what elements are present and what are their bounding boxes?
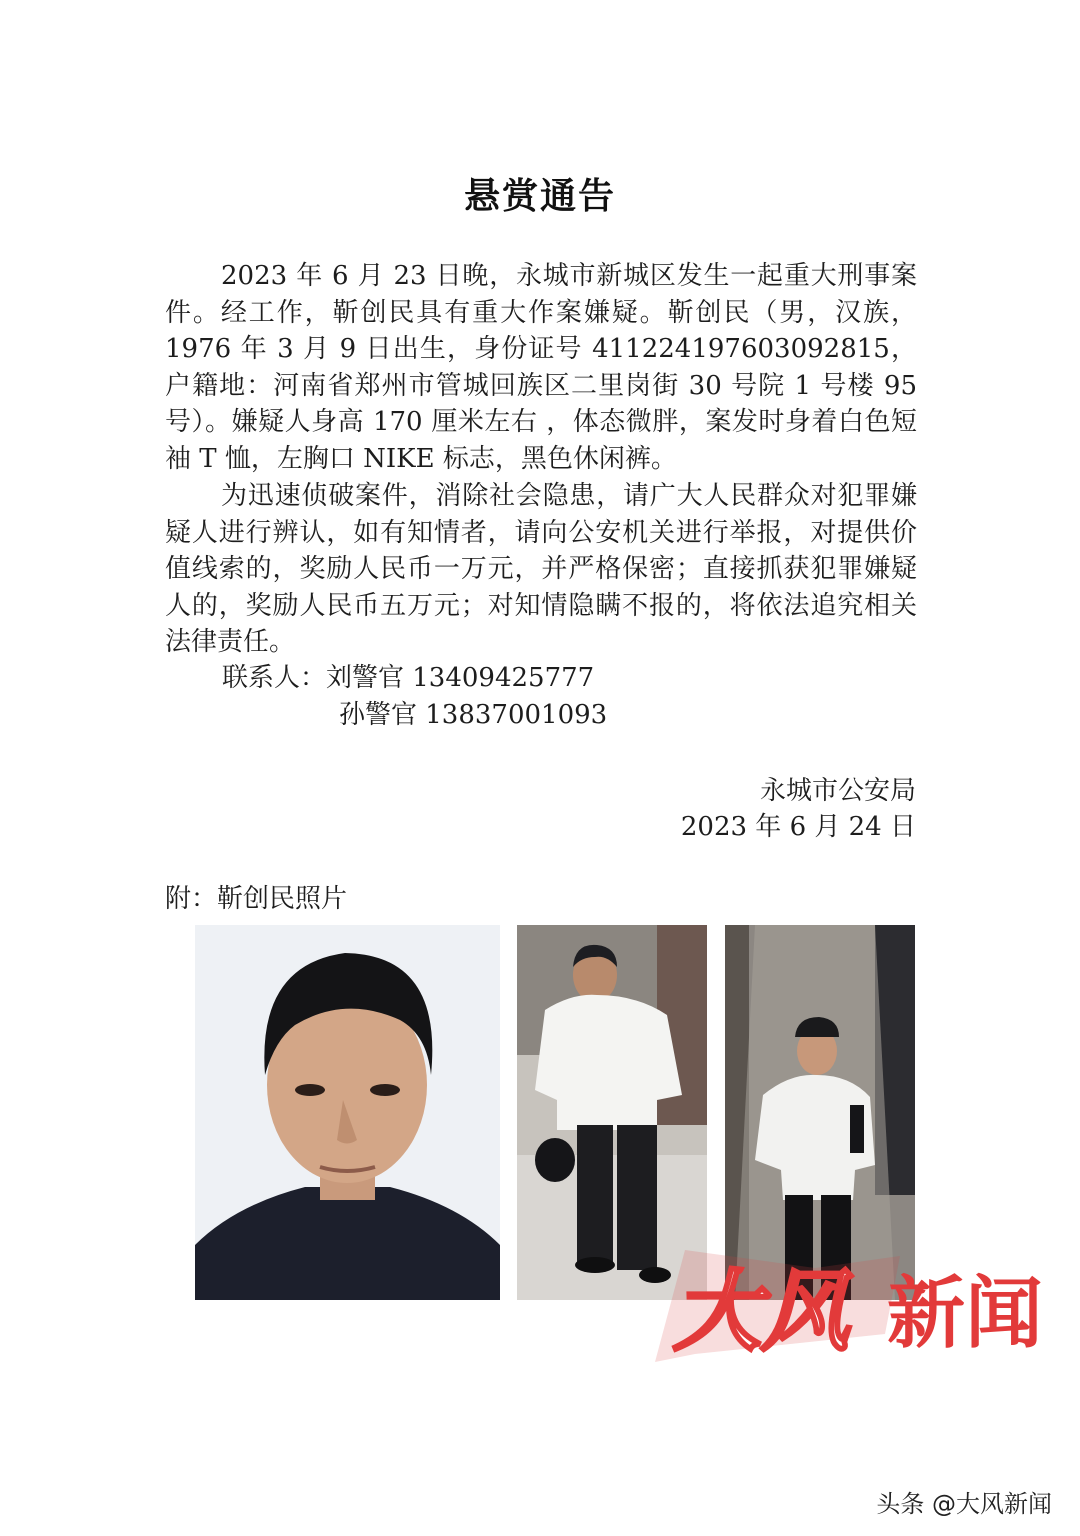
cctv-illustration-1 bbox=[517, 925, 707, 1300]
notice-paragraph-2: 为迅速侦破案件，消除社会隐患，请广大人民群众对犯罪嫌疑人进行辨认，如有知情者，请向公安机关进行举报，对提供价值线索的，奖励人民币一万元，并严格保密；直接抓获犯罪嫌疑人的，奖励人民币五万元；对知情隐瞒不报的，将依法追究相关法律责任。 bbox=[165, 481, 917, 657]
watermark-text-part-1: 大风 bbox=[673, 1260, 850, 1363]
issuer-name: 永城市公安局 bbox=[759, 776, 916, 806]
watermark-logo-graphic bbox=[655, 1250, 1065, 1365]
suspect-cctv-photo-1 bbox=[517, 925, 707, 1300]
suspect-portrait-photo bbox=[195, 925, 500, 1300]
portrait-illustration bbox=[195, 925, 500, 1300]
notice-title: 悬赏通告 bbox=[463, 176, 616, 217]
contact-line-1: 联系人：刘警官 13409425777 bbox=[222, 663, 595, 693]
suspect-cctv-photo-2 bbox=[725, 925, 915, 1300]
dafeng-news-watermark-logo bbox=[655, 1250, 1065, 1365]
source-credit: 头条 @大风新闻 bbox=[876, 1490, 1052, 1518]
issue-date: 2023 年 6 月 24 日 bbox=[680, 812, 916, 842]
cctv-illustration-2 bbox=[725, 925, 915, 1300]
attachment-label: 附：靳创民照片 bbox=[165, 884, 348, 914]
notice-paragraph-1: 2023 年 6 月 23 日晚，永城市新城区发生一起重大刑事案件。经工作，靳创民具有重大作案嫌疑。靳创民（男，汉族，1976 年 3 月 9 日出生，身份证号 411224197603092815，户籍地：河南省郑州市管城回族区二里岗街 30 号院 1 号楼 95 号）。嫌疑人身高 170 厘米左右 ，体态微胖，案发时身着白色短袖 T 恤，左胸口 NIKE 标志，黑色休闲裤。 bbox=[165, 261, 917, 474]
contact-line-2: 孙警官 13837001093 bbox=[339, 700, 608, 730]
watermark-text-part-2: 新闻 bbox=[887, 1269, 1044, 1359]
